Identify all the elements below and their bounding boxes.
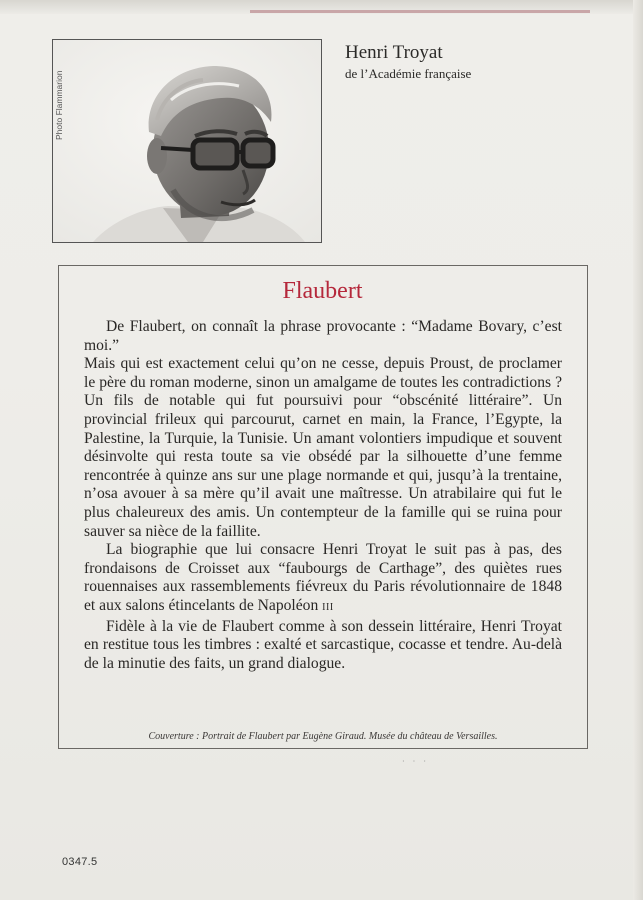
blurb-paragraph-2-text: La biographie que lui consacre Henri Troyat le suit pas à pas, des frondaisons de Croisset aux “faubourgs de Carthage”, des quiètes rues rouennaises aux rassemblements fiévreux du Paris révolutionnaire de 1848 et aux salons étincelants de Napoléon xyxy=(84,541,562,614)
author-affiliation: de l’Académie française xyxy=(345,66,472,81)
book-title xyxy=(0,278,643,305)
author-name: Henri Troyat xyxy=(345,42,443,63)
blurb-paragraph-3: Fidèle à la vie de Flaubert comme à son dessein littéraire, Henri Troyat en restitue tous les timbres : exalté et sarcastique, cocasse et tendre. Au-delà de la minutie des faits, un grand dialogue. xyxy=(84,617,562,672)
roman-numeral: III xyxy=(322,601,334,613)
blurb-paragraph-1b: Mais qui est exactement celui qu’on ne cesse, depuis Proust, de proclamer le père du roman moderne, sinon un amalgame de toutes les contradictions ? Un fils de notable qui fut poursuivi pour “obscénité littéraire”. Un provincial frileux qui parcourut, carnet en main, la France, l’Egypte, la Palestine, la Turquie, la Tunisie. Un amant volontiers impudique et souvent désinvolte qui resta toute sa vie obsédé par la silhouette d’une femme rencontrée à quinze ans sur une plage normande et qui, jusqu’à la trentaine, n’osa avouer à sa mère qu’il avait une maîtresse. Un atrabilaire qui fut le plus chaleureux des amis. Un contempteur de la famille qui se ruina pour sauver sa nièce de la faillite. xyxy=(84,355,562,540)
author-photo xyxy=(52,39,322,243)
print-specks: · · · xyxy=(402,757,429,766)
blurb-paragraph-1a: De Flaubert, on connaît la phrase provocante : “Madame Bovary, c’est moi.” xyxy=(84,318,562,354)
reference-number: 0347.5 xyxy=(62,856,98,868)
cover-right-edge xyxy=(633,0,643,900)
blurb-text xyxy=(84,318,562,673)
blurb-paragraph-2 xyxy=(84,541,562,617)
photo-credit: Photo Flammarion xyxy=(54,70,64,140)
book-title-text: Flaubert xyxy=(282,278,363,304)
cover-caption: Couverture : Portrait de Flaubert par Eugène Giraud. Musée du château de Versailles. xyxy=(148,731,498,742)
cover-top-edge xyxy=(0,0,643,14)
author-portrait-image xyxy=(53,40,321,242)
